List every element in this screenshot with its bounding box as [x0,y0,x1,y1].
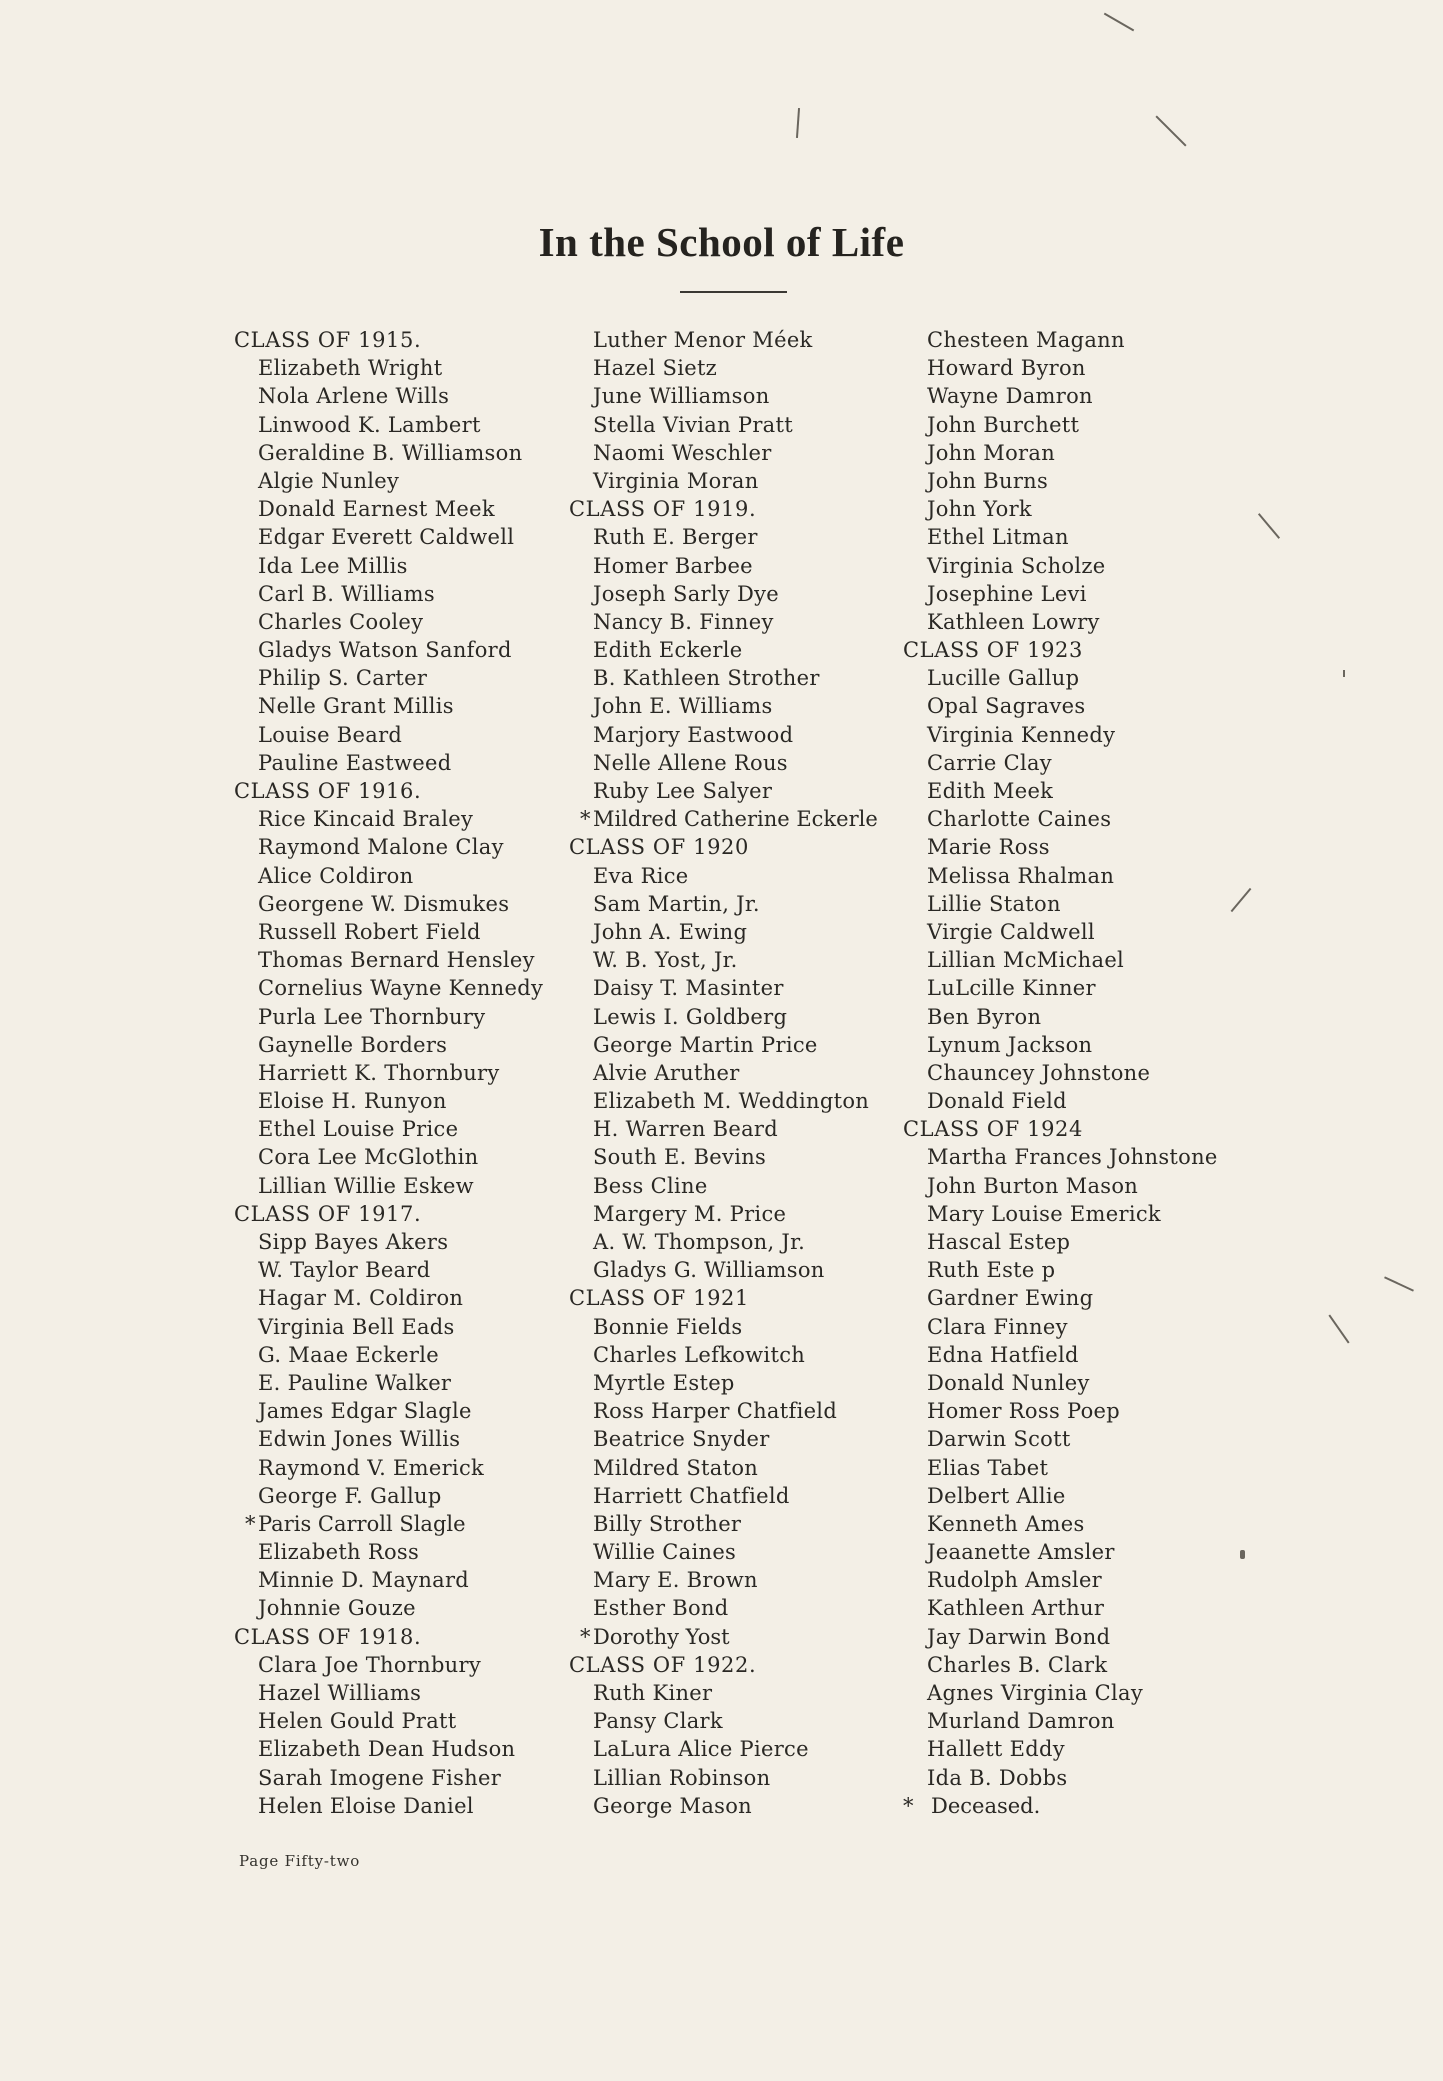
page-title: In the School of Life [538,219,905,265]
list-item: Carrie Clay [927,750,1052,775]
list-item: G. Maae Eckerle [258,1342,439,1367]
list-item: Nola Arlene Wills [258,384,450,409]
list-item: Eloise H. Runyon [258,1089,447,1114]
class-heading: CLASS OF 1922. [569,1652,757,1677]
class-heading: CLASS OF 1918. [234,1624,422,1649]
list-item: John Burns [927,468,1049,493]
list-item: Lillian McMichael [927,948,1125,973]
list-item: Harriett K. Thornbury [258,1060,500,1085]
list-item: Rice Kincaid Braley [258,807,474,832]
page-footer: Page Fifty-two [239,1852,361,1870]
column-1 [234,326,543,1820]
list-item: Sam Martin, Jr. [593,891,760,916]
list-item: LuLcille Kinner [927,976,1096,1001]
list-item: Clara Joe Thornbury [258,1652,482,1677]
class-heading: CLASS OF 1921 [569,1286,749,1311]
list-item: Charles B. Clark [927,1652,1108,1677]
list-item: Margery M. Price [593,1201,787,1226]
list-item: Howard Byron [927,356,1086,381]
class-heading: CLASS OF 1923 [903,638,1083,663]
list-item: Raymond V. Emerick [258,1455,485,1480]
list-item: Carl B. Williams [258,581,435,606]
list-item: Martha Frances Johnstone [927,1145,1218,1170]
list-item: Kenneth Ames [927,1511,1085,1536]
class-heading: CLASS OF 1915. [234,328,422,352]
list-item: Daisy T. Masinter [593,976,784,1001]
name-text: Mildred Catherine Eckerle [593,807,878,832]
list-item: Marjory Eastwood [593,722,794,747]
list-item: Harriett Chatfield [593,1483,790,1508]
list-item: Naomi Weschler [593,440,772,465]
list-item: Ruth E. Berger [593,525,758,550]
list-item: John E. Williams [593,694,773,719]
list-item: Billy Strother [593,1511,742,1536]
list-item: Joseph Sarly Dye [593,581,780,606]
list-item: Donald Nunley [927,1370,1090,1395]
list-item: Virginia Bell Eads [258,1314,455,1339]
list-item: Mildred Staton [593,1455,759,1480]
list-item: Edwin Jones Willis [258,1427,461,1452]
list-item: Nelle Grant Millis [258,694,454,719]
list-item: Gaynelle Borders [258,1032,448,1057]
list-item: Minnie D. Maynard [258,1568,470,1593]
list-item: Beatrice Snyder [593,1427,770,1452]
list-item: Chesteen Magann [927,328,1125,352]
list-item: Marie Ross [927,835,1050,860]
list-item: Ross Harper Chatfield [593,1399,838,1424]
list-item: Ida B. Dobbs [927,1765,1068,1790]
list-item: Homer Barbee [593,553,753,578]
list-item: Geraldine B. Williamson [258,440,523,465]
list-item: Lynum Jackson [927,1032,1093,1057]
paper-speck [1328,1315,1349,1344]
list-item: Pauline Eastweed [258,750,452,775]
list-item: W. Taylor Beard [258,1258,431,1283]
list-item: Ruby Lee Salyer [593,779,773,803]
list-item: Elizabeth Dean Hudson [258,1737,516,1762]
list-item: James Edgar Slagle [258,1399,472,1424]
list-item: John Burton Mason [927,1173,1139,1198]
list-item: Ida Lee Millis [258,553,408,578]
list-item: Jeaanette Amsler [927,1540,1115,1565]
list-item: Cora Lee McGlothin [258,1145,479,1170]
list-item: Mary E. Brown [593,1568,758,1593]
name-text: Paris Carroll Slagle [258,1511,466,1536]
list-item: W. B. Yost, Jr. [593,948,738,973]
paper-speck [1384,1276,1414,1291]
paper-speck [1155,115,1186,146]
class-heading: CLASS OF 1919. [569,497,757,522]
list-item: Melissa Rhalman [927,863,1115,888]
list-item: Elizabeth Ross [258,1540,420,1565]
list-item: Gardner Ewing [927,1286,1094,1311]
list-item: Elizabeth M. Weddington [593,1089,870,1114]
list-item: Ruth Kiner [593,1681,713,1705]
list-item: Hascal Estep [927,1230,1071,1254]
list-item: Kathleen Lowry [927,609,1100,634]
list-item: Philip S. Carter [258,666,428,691]
list-item: Chauncey Johnstone [927,1060,1151,1085]
list-item: Willie Caines [593,1540,737,1565]
list-item: Mary Louise Emerick [927,1201,1161,1226]
list-item: Donald Field [927,1089,1067,1114]
class-heading: CLASS OF 1924 [903,1117,1083,1142]
asterisk-icon: * [580,807,591,832]
list-item: Charles Cooley [258,609,424,634]
list-item: Thomas Bernard Hensley [258,948,535,973]
list-item: Elias Tabet [927,1455,1049,1480]
list-item: Louise Beard [258,722,403,747]
list-item: Edith Eckerle [593,638,743,663]
list-item: Sarah Imogene Fisher [258,1765,502,1790]
list-item: John Burchett [927,412,1080,437]
asterisk-icon: * [903,1793,914,1818]
list-item: Josephine Levi [927,581,1087,606]
list-item: Cornelius Wayne Kennedy [258,976,544,1001]
list-item: Sipp Bayes Akers [258,1230,449,1254]
class-heading: CLASS OF 1917. [234,1201,422,1226]
list-item: Virgie Caldwell [927,919,1095,944]
list-item: Edgar Everett Caldwell [258,525,515,550]
list-item: Edith Meek [927,779,1054,803]
list-item: June Williamson [593,384,770,409]
paper-speck [1231,888,1252,912]
list-item: E. Pauline Walker [258,1370,452,1395]
list-item: George F. Gallup [258,1483,442,1508]
list-item: Homer Ross Poep [927,1399,1120,1424]
list-item: Luther Menor Méek [593,328,813,352]
list-item: Virginia Scholze [927,553,1106,578]
asterisk-icon: * [245,1511,256,1536]
list-item: George Martin Price [593,1032,818,1057]
list-item: Charlotte Caines [927,807,1112,832]
deceased-note [903,1792,1218,1820]
list-item: Eva Rice [593,863,689,888]
list-item: Alice Coldiron [258,863,414,888]
paper-speck [796,108,800,138]
title-rule [680,291,787,293]
list-item-deceased [234,1510,543,1538]
list-item-deceased [569,805,878,833]
list-item: Stella Vivian Pratt [593,412,793,437]
list-item: Lillian Robinson [593,1765,771,1790]
list-item: Bonnie Fields [593,1314,743,1339]
list-item: Pansy Clark [593,1709,723,1734]
list-item: Donald Earnest Meek [258,497,495,522]
list-item: Lewis I. Goldberg [593,1004,788,1029]
list-item: Nelle Allene Rous [593,750,788,775]
asterisk-icon: * [580,1624,591,1649]
list-item: Opal Sagraves [927,694,1086,719]
list-item: Darwin Scott [927,1427,1071,1452]
list-item: Johnnie Gouze [258,1596,416,1621]
list-item: Georgene W. Dismukes [258,891,510,916]
note-text: Deceased. [931,1793,1041,1818]
list-item: Kathleen Arthur [927,1596,1105,1621]
column-2 [569,326,878,1820]
name-text: Dorothy Yost [593,1624,730,1649]
list-item: Purla Lee Thornbury [258,1004,486,1029]
list-item: Gladys G. Williamson [593,1258,825,1283]
class-heading: CLASS OF 1916. [234,779,422,803]
list-item: George Mason [593,1793,752,1818]
list-item: Russell Robert Field [258,919,481,944]
list-item: Myrtle Estep [593,1370,735,1395]
list-item: A. W. Thompson, Jr. [593,1230,806,1254]
list-item: Clara Finney [927,1314,1068,1339]
class-heading: CLASS OF 1920 [569,835,749,860]
list-item: Lillie Staton [927,891,1061,916]
paper-speck [1343,670,1345,677]
list-item: Agnes Virginia Clay [927,1681,1144,1705]
list-item: John A. Ewing [593,919,748,944]
list-item: Helen Gould Pratt [258,1709,457,1734]
list-item: Nancy B. Finney [593,609,774,634]
list-item: Ben Byron [927,1004,1042,1029]
list-item: Ethel Litman [927,525,1069,550]
list-item: Jay Darwin Bond [927,1624,1111,1649]
list-item: Algie Nunley [258,468,400,493]
list-item: H. Warren Beard [593,1117,779,1142]
list-item: Hazel Williams [258,1681,422,1705]
list-item: Bess Cline [593,1173,708,1198]
list-item: Virginia Kennedy [927,722,1116,747]
list-item: B. Kathleen Strother [593,666,820,691]
list-item: Murland Damron [927,1709,1115,1734]
paper-speck [1104,13,1134,32]
list-item: Wayne Damron [927,384,1093,409]
list-item: John Moran [927,440,1056,465]
list-item: Elizabeth Wright [258,356,443,381]
list-item: John York [927,497,1032,522]
list-item: Edna Hatfield [927,1342,1079,1367]
column-3 [903,326,1218,1820]
list-item: Hazel Sietz [593,356,718,381]
list-item: Ethel Louise Price [258,1117,459,1142]
list-item: Gladys Watson Sanford [258,638,512,663]
list-item: Delbert Allie [927,1483,1066,1508]
list-item: Ruth Este p [927,1258,1056,1283]
list-item: Esther Bond [593,1596,729,1621]
list-item: Virginia Moran [593,468,759,493]
list-item: Raymond Malone Clay [258,835,504,860]
list-item: Charles Lefkowitch [593,1342,806,1367]
list-item: South E. Bevins [593,1145,767,1170]
list-item: Hagar M. Coldiron [258,1286,464,1311]
list-item: Rudolph Amsler [927,1568,1103,1593]
paper-speck [1240,1550,1245,1559]
list-item: Alvie Aruther [593,1060,740,1085]
list-item-deceased [569,1623,878,1651]
list-item: Helen Eloise Daniel [258,1793,474,1818]
list-item: Hallett Eddy [927,1737,1065,1762]
list-item: Lucille Gallup [927,666,1080,691]
list-item: Lillian Willie Eskew [258,1173,474,1198]
list-item: Linwood K. Lambert [258,412,481,437]
list-item: LaLura Alice Pierce [593,1737,809,1762]
paper-speck [1258,513,1280,539]
